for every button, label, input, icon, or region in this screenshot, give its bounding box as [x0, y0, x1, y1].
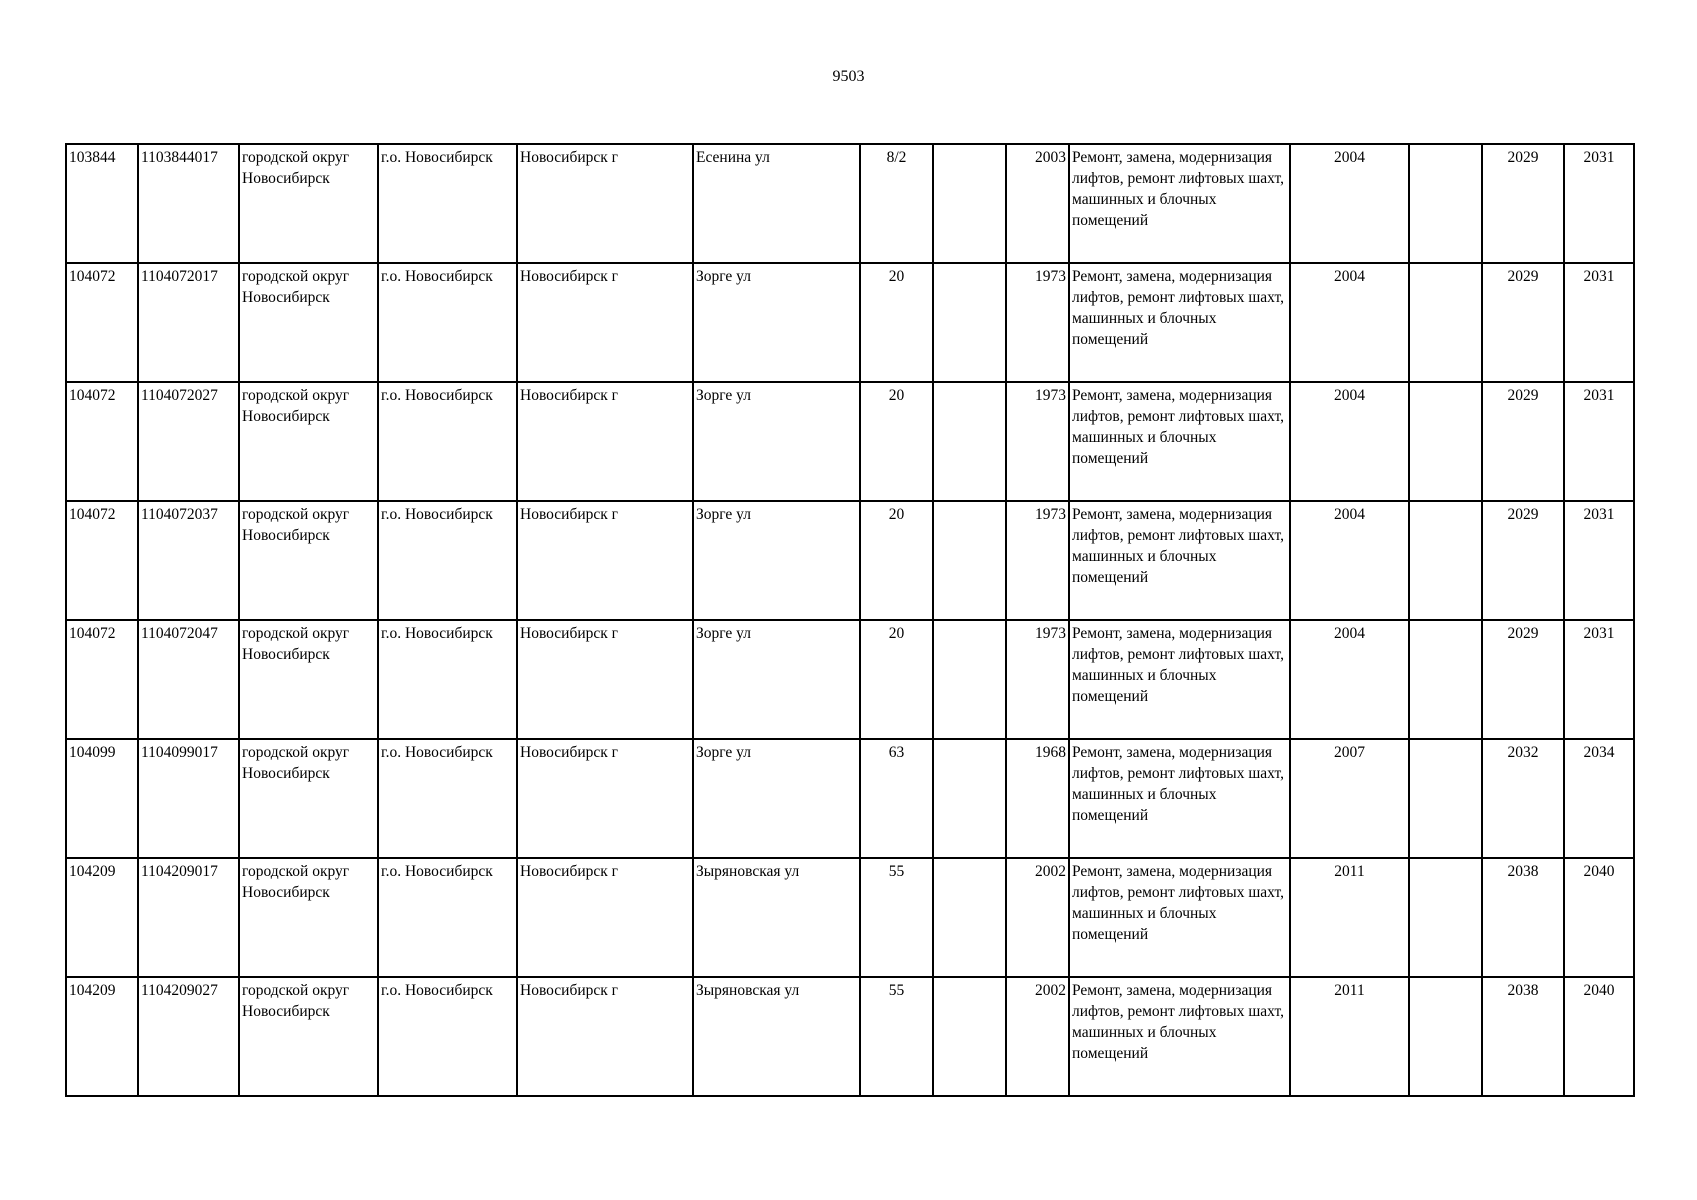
cell-code: 1104209027: [138, 977, 239, 1096]
cell-city: Новосибирск г: [517, 382, 693, 501]
cell-building: [933, 501, 1006, 620]
cell-district: г.о. Новосибирск: [378, 739, 517, 858]
cell-plan-from: 2038: [1482, 977, 1564, 1096]
cell-street: Есенина ул: [693, 144, 860, 263]
cell-id: 104209: [66, 858, 138, 977]
cell-plan-to: 2031: [1564, 620, 1634, 739]
cell-building: [933, 144, 1006, 263]
cell-district: г.о. Новосибирск: [378, 263, 517, 382]
cell-building: [933, 858, 1006, 977]
cell-id: 104072: [66, 382, 138, 501]
cell-house: 55: [860, 858, 933, 977]
cell-year-built: 2002: [1006, 858, 1069, 977]
cell-work-type: Ремонт, замена, модернизация лифтов, ремонт лифтовых шахт, машинных и блочных помещений: [1069, 144, 1290, 263]
cell-code: 1104072017: [138, 263, 239, 382]
cell-house: 20: [860, 620, 933, 739]
table-row: [66, 858, 1634, 977]
cell-house: 20: [860, 382, 933, 501]
cell-plan-from: 2038: [1482, 858, 1564, 977]
cell-empty: [1409, 501, 1482, 620]
page-number: 9503: [832, 68, 865, 85]
cell-code: 1104072027: [138, 382, 239, 501]
cell-plan-from: 2029: [1482, 382, 1564, 501]
cell-last-year: 2011: [1290, 977, 1409, 1096]
cell-street: Зорге ул: [693, 263, 860, 382]
cell-year-built: 1973: [1006, 501, 1069, 620]
cell-plan-to: 2031: [1564, 144, 1634, 263]
cell-last-year: 2011: [1290, 858, 1409, 977]
table-row: [66, 739, 1634, 858]
cell-city: Новосибирск г: [517, 977, 693, 1096]
cell-work-type: Ремонт, замена, модернизация лифтов, ремонт лифтовых шахт, машинных и блочных помещений: [1069, 620, 1290, 739]
cell-id: 104072: [66, 263, 138, 382]
cell-street: Зорге ул: [693, 620, 860, 739]
cell-last-year: 2004: [1290, 144, 1409, 263]
cell-empty: [1409, 144, 1482, 263]
cell-building: [933, 263, 1006, 382]
cell-id: 104072: [66, 620, 138, 739]
cell-city: Новосибирск г: [517, 501, 693, 620]
cell-last-year: 2004: [1290, 501, 1409, 620]
cell-building: [933, 620, 1006, 739]
cell-house: 63: [860, 739, 933, 858]
table-row: [66, 144, 1634, 263]
cell-plan-to: 2040: [1564, 977, 1634, 1096]
cell-street: Зорге ул: [693, 382, 860, 501]
cell-city: Новосибирск г: [517, 263, 693, 382]
cell-id: 104209: [66, 977, 138, 1096]
cell-municipality: городской округ Новосибирск: [239, 144, 378, 263]
cell-year-built: 1968: [1006, 739, 1069, 858]
cell-work-type: Ремонт, замена, модернизация лифтов, ремонт лифтовых шахт, машинных и блочных помещений: [1069, 739, 1290, 858]
cell-municipality: городской округ Новосибирск: [239, 501, 378, 620]
cell-last-year: 2004: [1290, 382, 1409, 501]
cell-work-type: Ремонт, замена, модернизация лифтов, ремонт лифтовых шахт, машинных и блочных помещений: [1069, 501, 1290, 620]
cell-city: Новосибирск г: [517, 739, 693, 858]
table-row: [66, 977, 1634, 1096]
cell-year-built: 1973: [1006, 263, 1069, 382]
cell-district: г.о. Новосибирск: [378, 144, 517, 263]
cell-municipality: городской округ Новосибирск: [239, 977, 378, 1096]
cell-municipality: городской округ Новосибирск: [239, 858, 378, 977]
cell-work-type: Ремонт, замена, модернизация лифтов, ремонт лифтовых шахт, машинных и блочных помещений: [1069, 977, 1290, 1096]
table-row: [66, 263, 1634, 382]
cell-empty: [1409, 382, 1482, 501]
cell-municipality: городской округ Новосибирск: [239, 263, 378, 382]
cell-code: 1104209017: [138, 858, 239, 977]
cell-municipality: городской округ Новосибирск: [239, 382, 378, 501]
cell-year-built: 1973: [1006, 382, 1069, 501]
cell-municipality: городской округ Новосибирск: [239, 620, 378, 739]
cell-work-type: Ремонт, замена, модернизация лифтов, ремонт лифтовых шахт, машинных и блочных помещений: [1069, 263, 1290, 382]
cell-city: Новосибирск г: [517, 858, 693, 977]
cell-year-built: 2003: [1006, 144, 1069, 263]
table-row: [66, 501, 1634, 620]
table-row: [66, 382, 1634, 501]
cell-last-year: 2007: [1290, 739, 1409, 858]
cell-last-year: 2004: [1290, 263, 1409, 382]
cell-work-type: Ремонт, замена, модернизация лифтов, ремонт лифтовых шахт, машинных и блочных помещений: [1069, 382, 1290, 501]
cell-building: [933, 382, 1006, 501]
cell-empty: [1409, 977, 1482, 1096]
cell-work-type: Ремонт, замена, модернизация лифтов, ремонт лифтовых шахт, машинных и блочных помещений: [1069, 858, 1290, 977]
cell-street: Зорге ул: [693, 739, 860, 858]
cell-city: Новосибирск г: [517, 144, 693, 263]
cell-plan-from: 2032: [1482, 739, 1564, 858]
cell-plan-from: 2029: [1482, 263, 1564, 382]
cell-year-built: 2002: [1006, 977, 1069, 1096]
cell-house: 55: [860, 977, 933, 1096]
table-row: [66, 620, 1634, 739]
registry-table: [65, 143, 1635, 1097]
cell-house: 20: [860, 501, 933, 620]
cell-year-built: 1973: [1006, 620, 1069, 739]
cell-plan-to: 2031: [1564, 501, 1634, 620]
cell-code: 1104072047: [138, 620, 239, 739]
cell-id: 104099: [66, 739, 138, 858]
cell-plan-to: 2034: [1564, 739, 1634, 858]
cell-plan-from: 2029: [1482, 501, 1564, 620]
cell-plan-to: 2031: [1564, 382, 1634, 501]
cell-district: г.о. Новосибирск: [378, 858, 517, 977]
cell-street: Зорге ул: [693, 501, 860, 620]
cell-municipality: городской округ Новосибирск: [239, 739, 378, 858]
cell-empty: [1409, 739, 1482, 858]
cell-street: Зыряновская ул: [693, 977, 860, 1096]
cell-empty: [1409, 263, 1482, 382]
cell-empty: [1409, 620, 1482, 739]
cell-street: Зыряновская ул: [693, 858, 860, 977]
cell-city: Новосибирск г: [517, 620, 693, 739]
cell-district: г.о. Новосибирск: [378, 620, 517, 739]
cell-building: [933, 977, 1006, 1096]
cell-last-year: 2004: [1290, 620, 1409, 739]
cell-code: 1104099017: [138, 739, 239, 858]
cell-plan-to: 2031: [1564, 263, 1634, 382]
cell-building: [933, 739, 1006, 858]
cell-house: 8/2: [860, 144, 933, 263]
cell-empty: [1409, 858, 1482, 977]
cell-id: 104072: [66, 501, 138, 620]
cell-code: 1103844017: [138, 144, 239, 263]
cell-plan-to: 2040: [1564, 858, 1634, 977]
cell-code: 1104072037: [138, 501, 239, 620]
cell-district: г.о. Новосибирск: [378, 501, 517, 620]
table-body: [66, 144, 1634, 1096]
cell-id: 103844: [66, 144, 138, 263]
cell-plan-from: 2029: [1482, 620, 1564, 739]
cell-plan-from: 2029: [1482, 144, 1564, 263]
cell-district: г.о. Новосибирск: [378, 382, 517, 501]
cell-house: 20: [860, 263, 933, 382]
cell-district: г.о. Новосибирск: [378, 977, 517, 1096]
